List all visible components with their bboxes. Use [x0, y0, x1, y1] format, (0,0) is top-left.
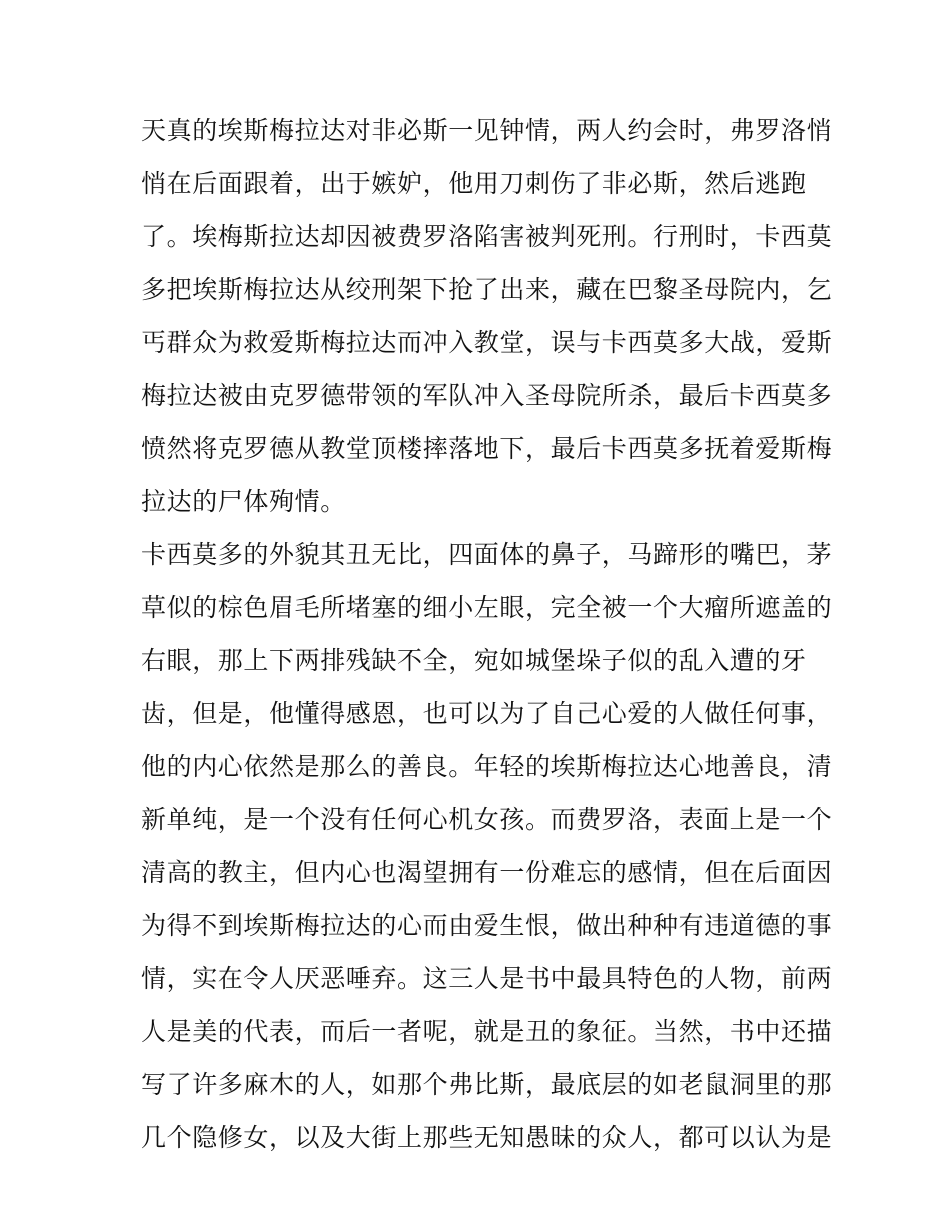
- text-line: 多把埃斯梅拉达从绞刑架下抢了出来，藏在巴黎圣母院内，乞: [141, 275, 833, 304]
- text-line: 梅拉达被由克罗德带领的军队冲入圣母院所杀，最后卡西莫多: [141, 381, 833, 410]
- text-line: 写了许多麻木的人，如那个弗比斯，最底层的如老鼠洞里的那: [141, 1070, 833, 1099]
- text-line: 几个隐修女，以及大街上那些无知愚昧的众人，都可以认为是: [141, 1123, 833, 1152]
- text-line: 新单纯，是一个没有任何心机女孩。而费罗洛，表面上是一个: [141, 805, 833, 834]
- text-line: 草似的棕色眉毛所堵塞的细小左眼，完全被一个大瘤所遮盖的: [141, 593, 833, 622]
- text-line: 悄在后面跟着，出于嫉妒，他用刀刺伤了非必斯，然后逃跑: [141, 169, 807, 198]
- text-line: 愤然将克罗德从教堂顶楼摔落地下，最后卡西莫多抚着爱斯梅: [141, 434, 833, 463]
- text-line: 人是美的代表，而后一者呢，就是丑的象征。当然，书中还描: [141, 1017, 833, 1046]
- text-line: 卡西莫多的外貌其丑无比，四面体的鼻子，马蹄形的嘴巴，茅: [141, 540, 833, 569]
- text-line: 情，实在令人厌恶唾弃。这三人是书中最具特色的人物，前两: [141, 964, 833, 993]
- text-line: 为得不到埃斯梅拉达的心而由爱生恨，做出种种有违道德的事: [141, 911, 833, 940]
- text-line: 齿，但是，他懂得感恩，也可以为了自己心爱的人做任何事，: [141, 699, 833, 728]
- text-line: 右眼，那上下两排残缺不全，宛如城堡垛子似的乱入遭的牙: [141, 646, 807, 675]
- text-line: 清高的教主，但内心也渴望拥有一份难忘的感情，但在后面因: [141, 858, 833, 887]
- text-line: 了。埃梅斯拉达却因被费罗洛陷害被判死刑。行刑时，卡西莫: [141, 222, 833, 251]
- paragraph-2: [141, 528, 833, 1164]
- body-text: [141, 104, 833, 1164]
- text-line: 天真的埃斯梅拉达对非必斯一见钟情，两人约会时，弗罗洛悄: [141, 116, 833, 145]
- text-line: 拉达的尸体殉情。: [141, 487, 346, 516]
- text-line: 他的内心依然是那么的善良。年轻的埃斯梅拉达心地善良，清: [141, 752, 833, 781]
- text-line: 丐群众为救爱斯梅拉达而冲入教堂，误与卡西莫多大战，爱斯: [141, 328, 833, 357]
- paragraph-1: [141, 104, 833, 528]
